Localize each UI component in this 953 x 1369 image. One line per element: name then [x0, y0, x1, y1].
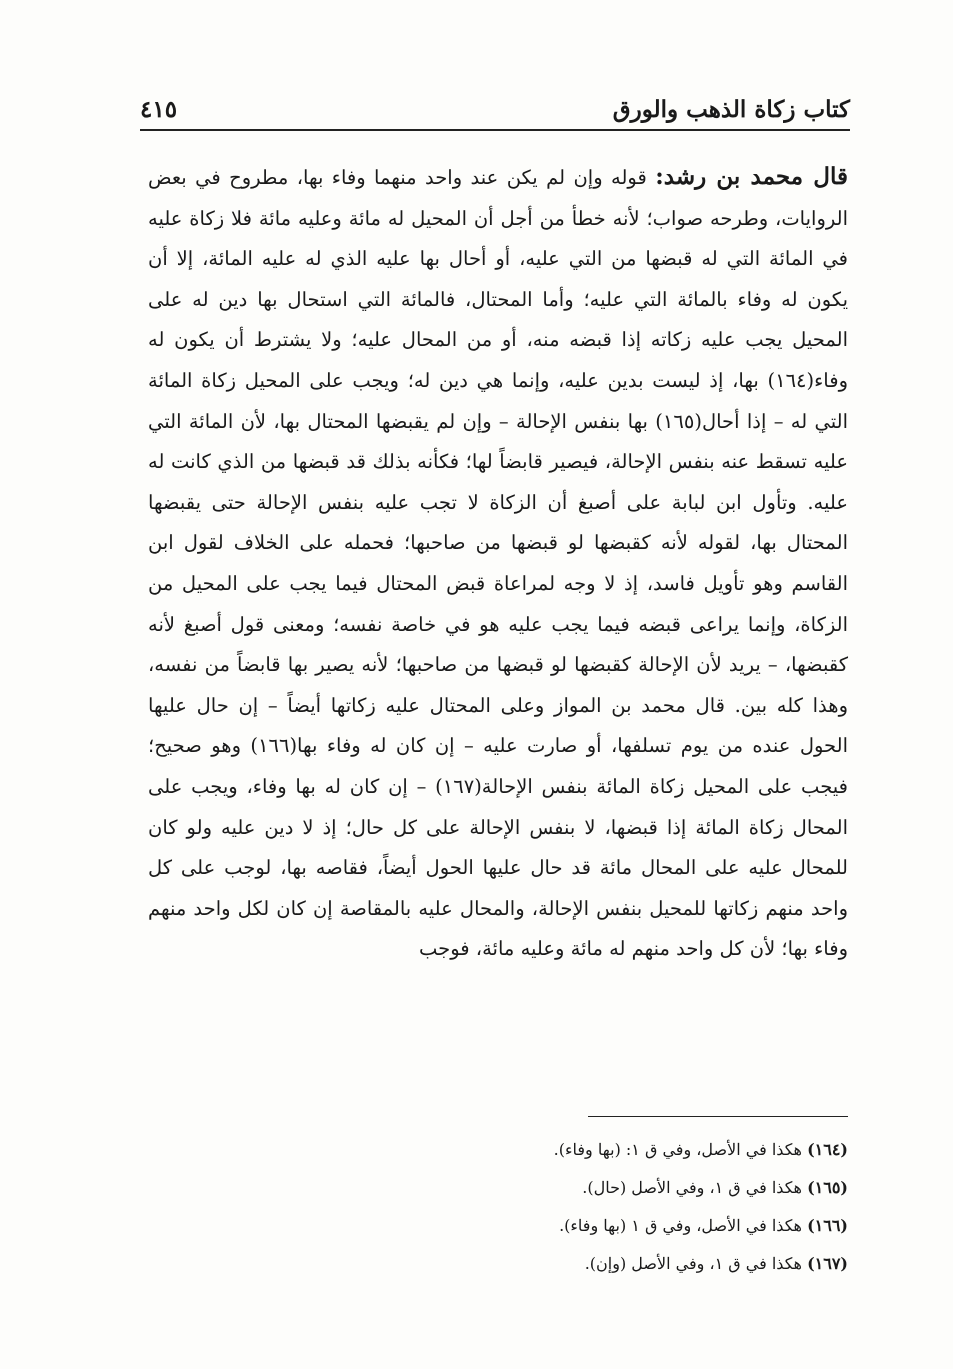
footnote-text: هكذا في الأصل، وفي ق ١ (بها وفاء).	[559, 1216, 808, 1235]
footnote-number: (١٦٥)	[807, 1178, 848, 1197]
footnote-number: (١٦٧)	[807, 1254, 848, 1273]
footnote-item	[148, 1169, 848, 1207]
footnotes	[148, 1131, 848, 1283]
footnote-text: هكذا في الأصل، وفي ق ١: (بها وفاء).	[553, 1140, 808, 1159]
main-text	[148, 157, 848, 970]
header-rule	[140, 129, 850, 131]
footnote-item	[148, 1245, 848, 1283]
footnote-text: هكذا في ق ١، وفي الأصل (حال).	[582, 1178, 808, 1197]
lead-phrase: قال محمد بن رشد:	[655, 163, 849, 190]
paragraph-text: قوله وإن لم يكن عند واحد منهما وفاء بها، مطروح في بعض الروايات، وطرحه صواب؛ لأنه خطأ من أجل أن المحيل له مائة وعليه مائة فلا زكاة عليه في المائة التي له قبضها من التي عليه، أو أحال بها عليه الذي له عليه المائة، إلا أن يكون له وفاء بالمائة التي عليه؛ وأما المحتال، فالمائة التي استحال بها دين له على المحيل يجب عليه زكاته إذا قبضه منه، أو من المحال عليه؛ ولا يشترط أن يكون له وفاء(١٦٤) بها، إذ ليست بدين عليه، وإنما هي دين له؛ ويجب على المحيل زكاة المائة التي له – إذا أحال(١٦٥) بها بنفس الإحالة – وإن لم يقبضها المحتال بها، لأن المائة التي عليه تسقط عنه بنفس الإحالة، فيصير قابضاً لها؛ فكأنه بذلك قد قبضها من الذي كانت له عليه. وتأول ابن لبابة على أصبغ أن الزكاة لا تجب عليه بنفس الإحالة حتى يقبضها المحتال بها، لقوله لأنه كقبضها لو قبضها من صاحبها؛ فحمله على الخلاف لقول ابن القاسم وهو تأويل فاسد، إذ لا وجه لمراعاة قبض المحتال فيما يجب على المحيل من الزكاة، وإنما يراعى قبضه فيما يجب عليه هو في خاصة نفسه؛ ومعنى قول أصبغ لأنه كقبضها، – يريد لأن الإحالة كقبضها لو قبضها من صاحبها؛ لأنه يصير بها قابضاً من نفسه، وهذا كله بين. قال محمد بن المواز وعلى المحتال عليه زكاتها أيضاً – إن حال عليها الحول عنده من يوم تسلفها، أو صارت عليه – إن كان له وفاء بها(١٦٦) وهو صحيح؛ فيجب على المحيل زكاة المائة بنفس الإحالة(١٦٧) – إن كان له بها وفاء، ويجب على المحال زكاة المائة إذا قبضها، لا بنفس الإحالة على كل حال؛ إذ لا دين عليه ولو كان للمحال عليه على المحال مائة قد حال عليها الحول أيضاً، فقاصه بها، لوجب على كل واحد منهم زكاتها للمحيل بنفس الإحالة، والمحال عليه بالمقاصة إن كان لكل واحد منهم وفاء بها؛ لأن كل واحد منهم له مائة وعليه مائة، فوجب	[148, 166, 849, 961]
running-title: كتاب زكاة الذهب والورق	[612, 96, 850, 123]
page-number: ٤١٥	[140, 96, 178, 123]
page-header	[140, 92, 850, 128]
footnote-separator	[588, 1116, 848, 1117]
footnote-item	[148, 1207, 848, 1245]
footnote-item	[148, 1131, 848, 1169]
footnote-text: هكذا في ق ١، وفي الأصل (وإن).	[584, 1254, 808, 1273]
footnote-number: (١٦٤)	[807, 1140, 848, 1159]
footnote-number: (١٦٦)	[807, 1216, 848, 1235]
